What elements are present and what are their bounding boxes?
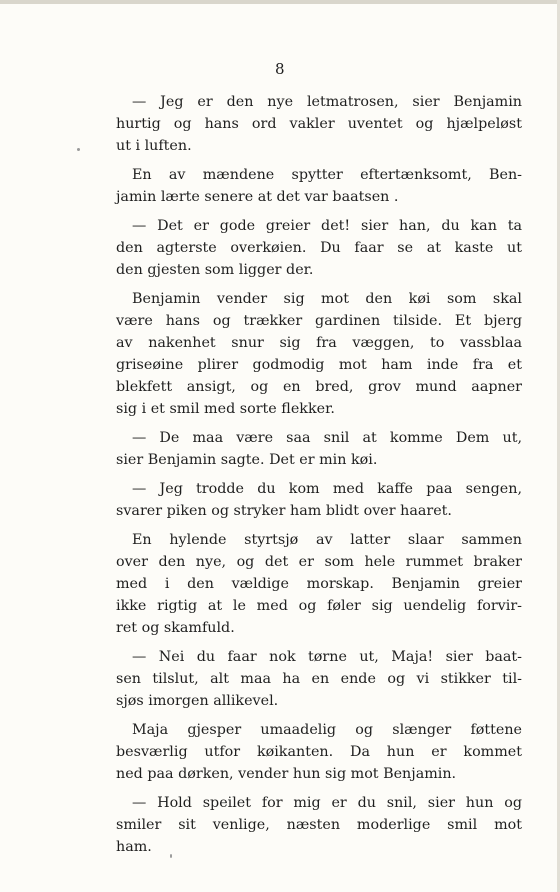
paragraph <box>116 792 522 858</box>
paragraph <box>116 529 522 639</box>
paragraph <box>116 91 522 157</box>
paragraph <box>116 646 522 712</box>
text-line: jamin lærte senere at det var baatsen . <box>116 189 399 205</box>
text-line: ut i luften. <box>116 138 192 154</box>
text-line: smiler sit venlige, næsten moderlige smil mot <box>116 817 522 833</box>
text-line: være hans og trækker gardinen tilside. Et bjerg <box>116 313 522 329</box>
text-line: — Jeg er den nye letmatrosen, sier Benjamin <box>132 94 522 110</box>
paragraph <box>116 478 522 522</box>
paper-speck <box>77 148 80 151</box>
text-line: med i den vældige morskap. Benjamin greier <box>116 576 522 592</box>
paragraph <box>116 288 522 420</box>
page-edge-top <box>0 0 560 4</box>
text-line: besværlig utfor køikanten. Da hun er kommet <box>116 744 522 760</box>
text-line: — Det er gode greier det! sier han, du kan ta <box>132 218 522 234</box>
text-line: svarer piken og stryker ham blidt over haaret. <box>116 503 452 519</box>
text-line: — Hold speilet for mig er du snil, sier hun og <box>132 795 522 811</box>
text-line: Maja gjesper umaadelig og slænger føttene <box>132 722 522 738</box>
text-line: ikke rigtig at le med og føler sig uendelig forvir- <box>116 598 522 614</box>
text-line: griseøine plirer godmodig mot ham inde fra et <box>116 357 522 373</box>
text-line: den gjesten som ligger der. <box>116 262 314 278</box>
text-line: over den nye, og det er som hele rummet braker <box>116 554 522 570</box>
paragraph <box>116 427 522 471</box>
paper-speck <box>170 854 172 858</box>
text-line: sier Benjamin sagte. Det er min køi. <box>116 452 378 468</box>
text-line: sig i et smil med sorte flekker. <box>116 401 335 417</box>
text-line: ret og skamfuld. <box>116 620 235 636</box>
text-line: den agterste overkøien. Du faar se at kaste ut <box>116 240 522 256</box>
text-line: ned paa dørken, vender hun sig mot Benjamin. <box>116 766 457 782</box>
body-text <box>116 91 522 865</box>
paragraph <box>116 215 522 281</box>
text-line: blekfett ansigt, og en bred, grov mund aapner <box>116 379 522 395</box>
text-line: sen tilslut, alt maa ha en ende og vi stikker til- <box>116 671 522 687</box>
text-line: En hylende styrtsjø av latter slaar sammen <box>132 532 522 548</box>
paragraph <box>116 164 522 208</box>
text-line: — Nei du faar nok tørne ut, Maja! sier baat- <box>132 649 522 665</box>
text-line: ham. <box>116 839 152 855</box>
text-line: — De maa være saa snil at komme Dem ut, <box>132 430 522 446</box>
text-line: hurtig og hans ord vakler uventet og hjælpeløst <box>116 116 522 132</box>
text-line: — Jeg trodde du kom med kaffe paa sengen, <box>132 481 522 497</box>
text-line: En av mændene spytter eftertænksomt, Ben- <box>132 167 522 183</box>
text-line: sjøs imorgen allikevel. <box>116 693 279 709</box>
paragraph <box>116 719 522 785</box>
text-line: av nakenhet snur sig fra væggen, to vassblaa <box>116 335 522 351</box>
page-number: 8 <box>274 60 286 78</box>
text-line: Benjamin vender sig mot den køi som skal <box>132 291 522 307</box>
